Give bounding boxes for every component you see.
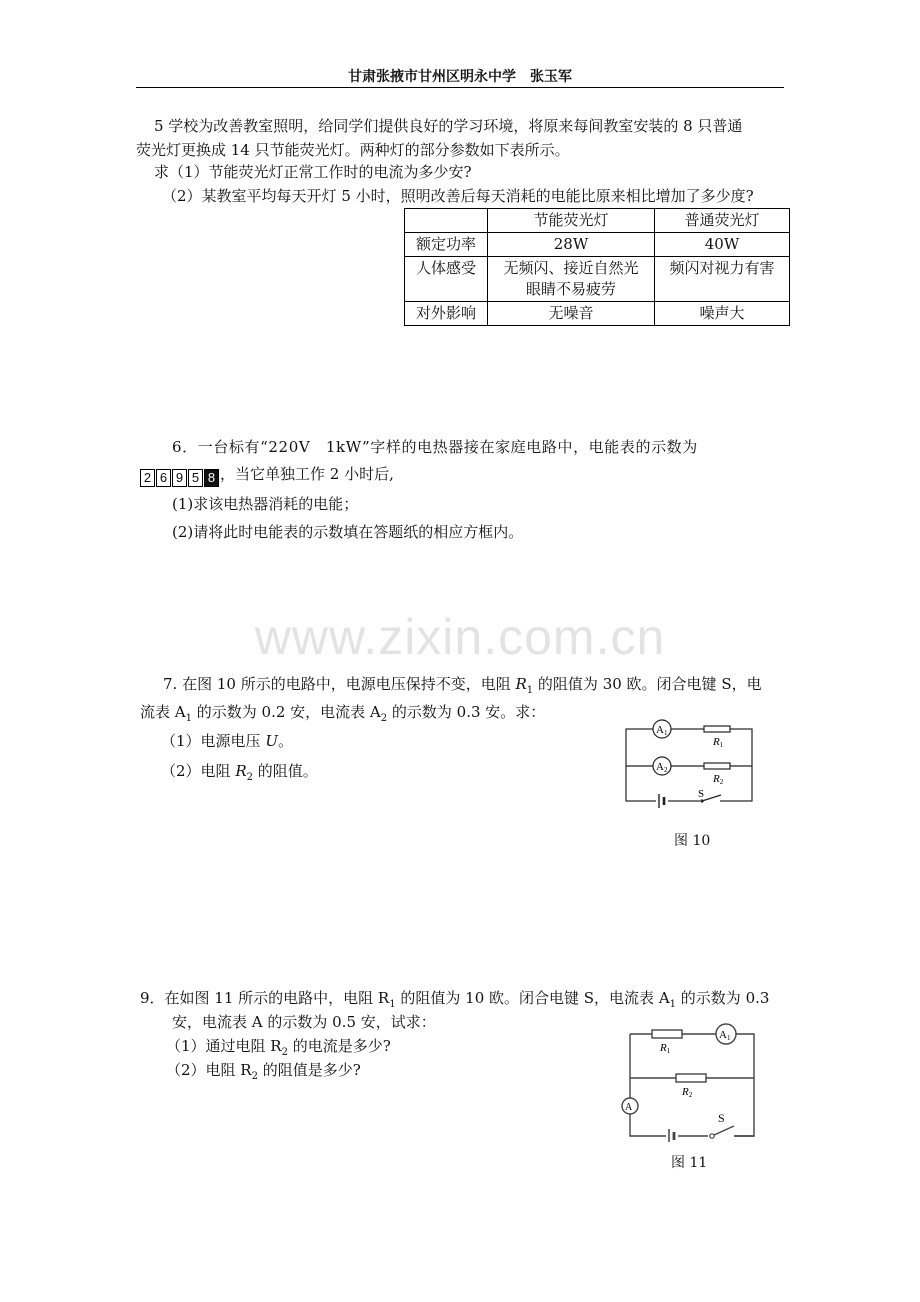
q6-sub2: (2)请将此时电能表的示数填在答题纸的相应方框内。: [172, 523, 524, 541]
figure-10-caption: 图 10: [674, 833, 711, 849]
q7-line1: 7. 在图 10 所示的电路中，电源电压保持不变，电阻 $R_1$ 的阻值为 30 欧。闭合电键 S，电: [163, 675, 762, 696]
ammeter-a1-label: A1: [656, 724, 668, 737]
table-cell: 对外影响: [405, 302, 488, 326]
table-cell: 40W: [655, 233, 790, 257]
header-rule: [136, 87, 784, 88]
resistor-r2-label: R2: [713, 773, 724, 786]
table-cell: 频闪对视力有害: [655, 257, 790, 302]
q9-line1: 9．在如图 11 所示的电路中，电阻 $R_1$ 的阻值为 10 欧。闭合电键 S，电流表 $A_1$ 的示数为 0.3: [140, 989, 770, 1010]
q5-line3: 求（1）节能荧光灯正常工作时的电流为多少安?: [154, 163, 472, 181]
switch-icon: [710, 1134, 714, 1138]
meter-digit-decimal: 8: [204, 469, 219, 487]
ammeter-a-label: A: [625, 1102, 633, 1113]
q5-line2: 荧光灯更换成 14 只节能荧光灯。两种灯的部分参数如下表所示。: [136, 141, 570, 159]
table-header-cell: 普通荧光灯: [655, 209, 790, 233]
table-cell: 噪声大: [655, 302, 790, 326]
table-row: [405, 209, 790, 233]
resistor-r1-label: R1: [660, 1042, 671, 1055]
resistor-r2-label: R2: [682, 1086, 693, 1099]
table-row: [405, 302, 790, 326]
table-row: [405, 233, 790, 257]
q6-line1: 6．一台标有“220V 1kW”字样的电热器接在家庭电路中，电能表的示数为: [172, 438, 698, 456]
table-row: [405, 257, 790, 302]
q7-sub2: （2）电阻 $R_2$ 的阻值。: [161, 762, 318, 783]
switch-label: S: [698, 788, 705, 800]
q9-sub1: （1）通过电阻 $R_2$ 的电流是多少?: [166, 1037, 391, 1058]
page-header: 甘肃张掖市甘州区明永中学 张玉军: [348, 69, 572, 85]
table-cell-line: 眼睛不易疲劳: [525, 280, 616, 298]
ammeter-a1-label: A1: [719, 1029, 731, 1042]
q7-line2: 流表 $A_1$ 的示数为 0.2 安，电流表 $A_2$ 的示数为 0.3 安。求：: [140, 703, 546, 724]
q6-line2: [140, 464, 394, 487]
q6-sub1: (1)求该电热器消耗的电能；: [172, 495, 359, 513]
resistor-r1-label: R1: [713, 736, 724, 749]
table-cell: [488, 257, 655, 302]
q9-line2: 安，电流表 A 的示数为 0.5 安，试求：: [172, 1013, 436, 1031]
resistor-r2-symbol: [704, 763, 730, 769]
meter-digit: 5: [188, 469, 203, 487]
resistor-r1-symbol: [704, 726, 730, 732]
q7-sub1: （1）电源电压 U。: [161, 732, 293, 750]
figure-11-caption: 图 11: [671, 1155, 708, 1171]
lamp-params-table: [404, 208, 790, 326]
q6-line2-text: ，当它单独工作 2 小时后,: [220, 465, 394, 483]
resistor-r2-symbol: [676, 1074, 706, 1082]
table-cell: 额定功率: [405, 233, 488, 257]
table-cell: 28W: [488, 233, 655, 257]
table-header-cell: 节能荧光灯: [488, 209, 655, 233]
q5-line4: （2）某教室平均每天开灯 5 小时，照明改善后每天消耗的电能比原来相比增加了多少度?: [162, 187, 754, 205]
table-cell: 人体感受: [405, 257, 488, 302]
meter-digit: 9: [172, 469, 187, 487]
table-cell: 无噪音: [488, 302, 655, 326]
circuit-figure-11: [612, 1020, 762, 1142]
circuit-figure-10: [618, 712, 764, 808]
q9-sub2: （2）电阻 $R_2$ 的阻值是多少?: [166, 1061, 361, 1082]
meter-digit: 6: [156, 469, 171, 487]
energy-meter-display: [140, 469, 220, 487]
switch-label: S: [718, 1111, 725, 1125]
ammeter-a2-label: A2: [656, 761, 668, 774]
meter-digit: 2: [140, 469, 155, 487]
resistor-r1-symbol: [652, 1030, 682, 1038]
q5-line1: 5 学校为改善教室照明，给同学们提供良好的学习环境，将原来每间教室安装的 8 只普通: [154, 117, 743, 135]
table-cell-line: 无频闪、接近自然光: [503, 259, 639, 277]
table-header-cell: [405, 209, 488, 233]
watermark: www.zixin.com.cn: [254, 609, 666, 665]
